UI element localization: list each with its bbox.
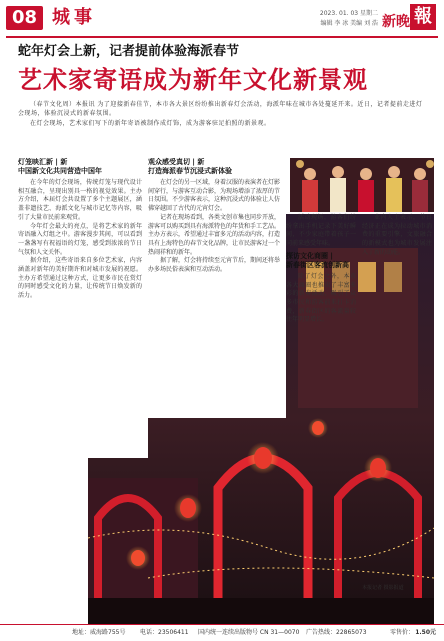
article-column-1: [18, 158, 142, 301]
page-number-badge: 08: [6, 6, 43, 30]
article-column-3: [286, 214, 356, 325]
column-paragraph: 在今年的灯会现场，传统灯笼与现代设计相互融合，呈现出别具一格的视觉效果。主办方介绍，本届灯会共设置了多个主题展区，涵盖非遗技艺、海派文化与城市记忆等内容，吸引了大量市民前来观赏。: [18, 179, 142, 221]
column-paragraph: 业内人士表示，节日经济正在成为拉动城市消费的重要引擎，文旅融合的新模式也为城市发展注入了新的动能。: [362, 214, 432, 256]
column-heading: 灯笼映汇新 | 新 中国新文化共同营造中国年: [18, 158, 102, 175]
hanfu-performers-photo: [290, 158, 434, 212]
article-lead: [18, 100, 428, 129]
column-paragraph: 除了灯会之外，本市各大商圈也推出了丰富多彩的新春活动，吸引了众多市民和游客前来打卡消费，新春街区的客流量较往年明显增长。: [286, 272, 356, 324]
column-heading: 观众感受真切 | 新 打造海派春节沉浸式新体验: [148, 158, 232, 175]
column-paragraph: 记者在现场看到，各类文创市集也同步开放，游客可以购买到具有海派特色的年货和手工艺品。主办方表示，希望通过丰富多元的活动内容，打造具有上海特色的春节文化品牌，让市民游客过一个热闹祥和的新年。: [148, 213, 281, 256]
article-column-4: [362, 214, 432, 258]
column-paragraph: 活动现场，游客们纷纷拿出手机记录下美好瞬间，不少家庭带着孩子一同前来感受年味。: [286, 214, 356, 248]
column-heading: 探访文化商圈 | 新春街区客流创新高: [286, 251, 349, 269]
footer-address: 地址：威海路755号: [72, 629, 126, 636]
newspaper-logo: [382, 4, 438, 32]
column-paragraph: 据了解，灯会将持续至元宵节后，期间还将举办多场民俗表演和互动活动。: [148, 257, 281, 274]
page-footer: [0, 624, 444, 641]
footer-ad-line: 广告热线：22865073: [306, 629, 367, 636]
article-column-2: [148, 158, 280, 275]
section-title: 城事: [52, 7, 96, 28]
photo-caption: 本报记者 摄影报道: [362, 585, 404, 591]
header-rule: [6, 36, 438, 38]
editor-credits: 编辑 李 冰 美编 刘 浩: [320, 20, 378, 27]
footer-price-label: 零售价：: [389, 629, 414, 636]
lead-paragraph: 在灯会现场，艺术家们写下的新年寄语被制作成灯饰，成为游客驻足拍照的新景观。: [30, 120, 271, 127]
column-paragraph: 据介绍，这些寄语来自多位艺术家，内容涵盖对新年的美好期许和对城市发展的祝愿。主办方希望通过这种方式，让更多市民在赏灯的同时感受文化的力量，让传统节日焕发新的活力。: [18, 257, 142, 300]
issue-date: 2023. 01. 03 星期二: [319, 10, 378, 17]
logo-mark: 報: [410, 4, 436, 30]
footer-phone: 电话：23506411: [140, 629, 189, 636]
footer-issn: 国内统一连续出版物号 CN 31—0070: [198, 629, 300, 636]
article-subtitle: 蛇年灯会上新，记者提前体验海派春节: [18, 44, 240, 59]
article-headline: 艺术家寄语成为新年文化新景观: [18, 66, 368, 94]
logo-text: 新晚: [382, 14, 410, 30]
column-paragraph: 在灯会的另一区域，身着汉服的表演者在灯影间穿行，与游客互动合影，为现场增添了浓厚的节日氛围。不少游客表示，这种沉浸式的体验让人仿佛穿越回了古代的元宵灯会。: [148, 179, 281, 213]
page-header: [0, 0, 444, 36]
column-paragraph: 今年灯会最大的亮点，是将艺术家的新年寄语融入灯组之中。游客漫步其间，可以看到一盏盏写有祝福语的灯笼，感受到浓浓的节日气氛和人文关怀。: [18, 222, 142, 256]
footer-price: 1.50元: [415, 629, 436, 636]
lead-paragraph: （春节文化周）本报讯 为了迎接新春佳节，本市各大景区纷纷推出新春灯会活动，海派年味在城市各处蔓延开来。近日，记者提前走进灯会现场，体验沉浸式的新春氛围。: [18, 101, 423, 117]
